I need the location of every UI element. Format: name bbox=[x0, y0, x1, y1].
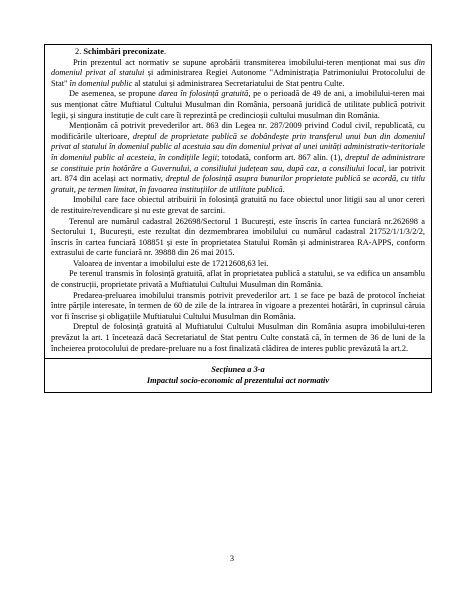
paragraph-termination: Dreptul de folosință gratuită al Muftiatului Cultului Musulman din România asupra imobilului-teren prevăzut la art. 1 încetează dacă Secretariatul de Stat pentru Culte constată că, în termen de 36 de luni de la încheierea protocolului de predare-preluare nu a fost finalizată clădirea de interes public prevăzută la art.2. bbox=[51, 322, 425, 353]
section-3-subtitle: Impactul socio-economic al prezentului act normativ bbox=[146, 376, 330, 386]
paragraph-cadastral: Terenul are numărul cadastral 262698/Sectorul 1 București, este înscris în cartea funciară nr.262698 a Sectorului 1, București, este rezultat din dezmembrarea imobilului cu numărul cadastral 21752/1/1/3/2/2, înscris în cartea funciară 108851 și este în proprietatea Statului Român și administrarea RA-APPS, conform extrasului de carte funciară nr. 39888 din 26 mai 2015. bbox=[51, 216, 425, 258]
paragraph-no-litigation: Imobilul care face obiectul atribuirii în folosință gratuită nu face obiectul unor litigii sau al unor cereri de restituire/revendicare și nu este grevat de sarcini. bbox=[51, 195, 425, 215]
section-heading: 2. Schimbări preconizate. bbox=[75, 47, 167, 56]
section-2-cell bbox=[45, 45, 431, 359]
paragraph-construction: Pe terenul transmis în folosință gratuită, aflat în proprietatea publică a statului, se va edifica un ansamblu de construcții, proprietate privată a Muftiatului Cultului Musulman din România. bbox=[51, 269, 425, 290]
section-heading-title: Schimbări preconizate bbox=[83, 47, 164, 56]
paragraph-transfer: Prin prezentul act normativ se supune aprobării transmiterea imobilului-teren menționat mai sus din domeniul privat al statului și administrarea Regiei Autonome "Administrația Patrimoniului Protocolului de Stat" în domeniul public al statului și administrarea Secretariatului de Stat pentru Culte. bbox=[51, 57, 425, 88]
section-3-title: Secțiunea a 3-a bbox=[211, 365, 265, 375]
paragraph-inventory-value: Valoarea de inventar a imobilului este de 17212608,63 lei. bbox=[73, 258, 269, 268]
section-heading-number: 2. bbox=[75, 47, 82, 56]
document-table bbox=[44, 44, 432, 393]
paragraph-legal-basis: Menționăm că potrivit prevederilor art. 863 din Legea nr. 287/2009 privind Codul civil, republicată, cu modificările ulterioare, dreptul de proprietate publică se dobândește prin transferul unui bun din domeniul privat al statului în domeniul public al acestuia sau din domeniul privat al unei unități administrativ-teritoriale în domeniul public al acesteia, în condițiile legii; totodată, conform art. 867 alin. (1), dreptul de administrare se constituie prin hotărâre a Guvernului, a consiliului județean sau, după caz, a consiliului local, iar potrivit art. 874 din același act normativ, dreptul de folosință asupra bunurilor proprietate publică se acordă, cu titlu gratuit, pe termen limitat, în favoarea instituțiilor de utilitate publică. bbox=[51, 121, 425, 194]
paragraph-free-use: De asemenea, se propune darea în folosință gratuită, pe o perioadă de 49 de ani, a imobilului-teren mai sus menționat către Muftiatul Cultului Musulman din România, persoană juridică de utilitate publică potrivit legii, și singura instituție de cult care îi reprezintă pe credincioșii cultului musulman din România. bbox=[51, 89, 425, 120]
paragraph-handover: Predarea-preluarea imobilului transmis potrivit prevederilor art. 1 se face pe bază de protocol încheiat între părțile interesate, în termen de 60 de zile de la intrarea în vigoare a prezentei hotărâri, în cuprinsul căruia vor fi înscrise și obligațiile Muftiatului Cultului Musulman din România. bbox=[51, 290, 425, 321]
page-number: 3 bbox=[230, 554, 234, 563]
section-3-header bbox=[45, 359, 431, 392]
